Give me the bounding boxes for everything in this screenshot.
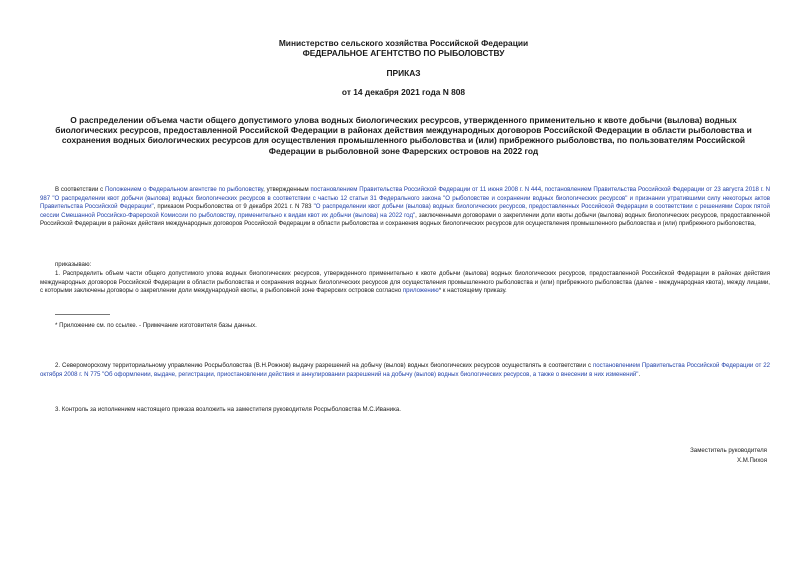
item-1-text-2: * к настоящему приказу. — [438, 287, 507, 295]
signer-position: Заместитель руководителя — [690, 447, 767, 454]
preamble-paragraph — [40, 186, 770, 229]
item-2-text-2: . — [638, 370, 641, 378]
preamble-text-1: В соответствии с — [55, 186, 105, 193]
prikazyvayu-text: приказываю: — [55, 261, 92, 268]
document-type: ПРИКАЗ — [386, 68, 421, 78]
preamble-text-5: , заключенными договорами о закреплении доли квоты добычи (вылова) водных биологических ресурсов, предоставленной Российской Федерации в районах действия международных договоров Российской Федерации в области рыболовства и сохранения водных биологических ресурсов для осуществления промышленного рыболовства и (или) прибрежного рыболовства, — [40, 211, 771, 228]
item-3-paragraph — [40, 406, 770, 415]
link-resolution-775[interactable]: постановлением Правительства Российской Федерации от 22 октября 2008 г. N 775 "Об оформлении, выдаче, регистрации, приостановлении действия и аннулировании разрешений на добычу (вылов) водных биологических ресурсов, а также о внесении в них изменений" — [40, 362, 770, 378]
link-regulation[interactable]: Положением о Федеральном агентстве по рыболовству — [105, 186, 264, 193]
link-resolution-987[interactable]: постановлением Правительства Российской Федерации от 23 августа 2018 г. N 987 "О распределении квот добычи (вылова) водных биологических ресурсов в соответствии с частью 12 статьи 31 Федерального закона "О рыболовстве и сохранении водных биологических ресурсов" и признании утратившими силу некоторых актов Правительства Российской Федерации" — [40, 186, 771, 211]
preamble-text-2: , утвержденным — [263, 186, 311, 193]
item-1-text-1: 1. Распределить объем части общего допустимого улова водных биологических ресурсов, утвержденного применительно к квоте добычи (вылова) водных биологических ресурсов, предоставленной Российской Федерации в районах действия международных договоров Российской Федерации в области рыболовства и сохранения водных биологических ресурсов для осуществления промышленного рыболовства и (или) прибрежного рыболовства (далее - международная квота), между лицами, с которыми заключены договоры о закреплении доли международной квоты, в рыболовной зоне Фарерских островов согласно — [40, 270, 770, 295]
link-order-783[interactable]: "О распределении квот добычи (вылова) водных биологических ресурсов, предоставленных Российской Федерации в соответствии с решениями Сорок пятой сессии Смешанной Российско-Фарерской Комиссии по рыболовству, применительно к видам квот их добычи (вылова) на 2022 год" — [40, 203, 770, 219]
signer-name: Х.М.Пихоя — [737, 456, 767, 464]
document-date-number: от 14 декабря 2021 года N 808 — [341, 87, 466, 97]
link-appendix[interactable]: приложению — [402, 287, 439, 295]
item-1-paragraph — [40, 270, 770, 296]
document-title: О распределении объема части общего допустимого улова водных биологических ресурсов, утвержденного применительно к квоте добычи (вылова) водных биологических ресурсов, предоставленной Российской Федерации в районах действия международных договоров Российской Федерации в области рыболовства и сохранения водных биологических ресурсов для осуществления промышленного рыболовства и (или) прибрежного рыболовства, по пользователям Российской Федерации в рыболовной зоне Фарерских островов на 2022 год — [55, 115, 752, 156]
ministry-name: Министерство сельского хозяйства Российской Федерации — [278, 38, 529, 48]
item-2-paragraph — [40, 362, 770, 379]
footnote-divider — [55, 314, 110, 315]
signature-block — [547, 446, 767, 465]
footnote-text: * Приложение см. по ссылке. - Примечание изготовителя базы данных. — [55, 322, 257, 329]
agency-name: ФЕДЕРАЛЬНОЕ АГЕНТСТВО ПО РЫБОЛОВСТВУ — [302, 48, 505, 58]
preamble-text-3: , — [541, 186, 545, 193]
item-2-text-1: 2. Североморскому территориальному управлению Росрыболовства (В.Н.Рожнов) выдачу разрешений на добычу (вылов) водных биологических ресурсов осуществлять в соответствии с — [55, 362, 593, 369]
document-header — [0, 38, 807, 58]
preamble-text-4: , приказом Росрыболовства от 9 декабря 2021 г. N 783 — [153, 203, 314, 211]
item-3-text: 3. Контроль за исполнением настоящего приказа возложить на заместителя руководителя Росрыболовства М.С.Иваника. — [55, 406, 401, 413]
link-resolution-444[interactable]: постановлением Правительства Российской Федерации от 11 июня 2008 г. N 444 — [310, 186, 542, 193]
